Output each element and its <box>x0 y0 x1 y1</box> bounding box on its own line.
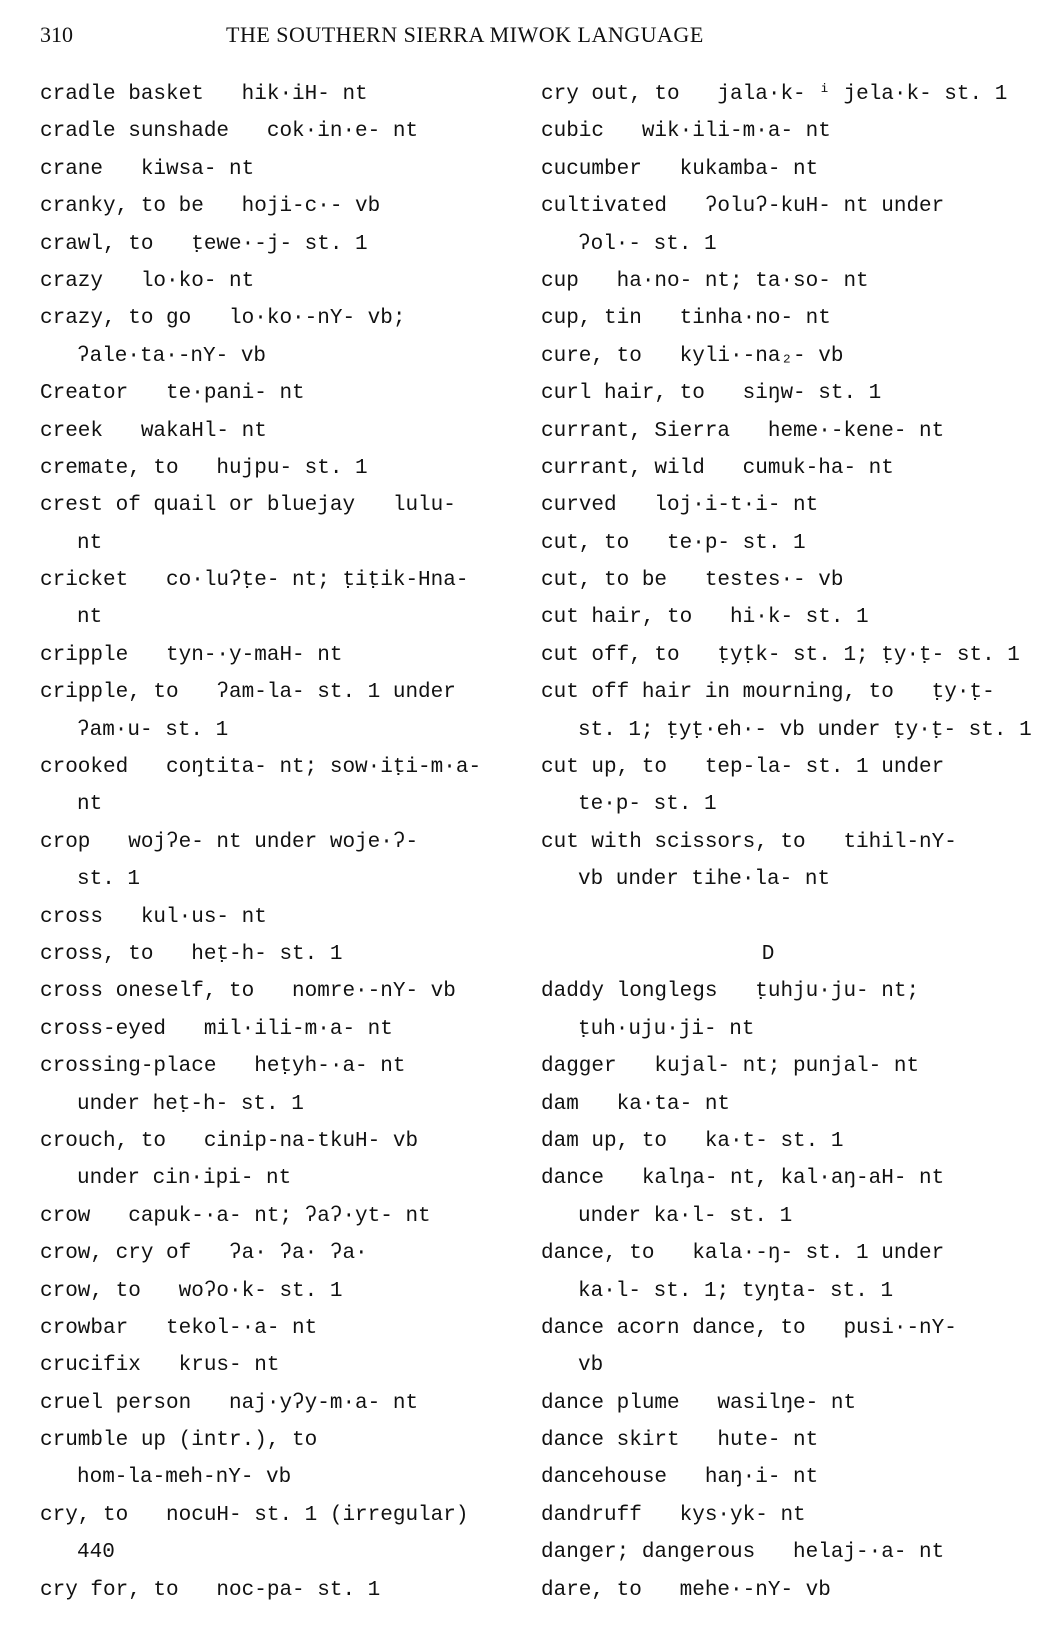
glossary-line: cross, to heṭ-h- st. 1 <box>40 942 343 966</box>
glossary-line: cup, tin tinha·no- nt <box>541 307 831 331</box>
glossary-line: crow capuk-·a- nt; ʔaʔ·yt- nt <box>40 1204 431 1228</box>
glossary-line: cripple, to ʔam-la- st. 1 under <box>40 681 456 705</box>
glossary-line: cranky, to be hoji-c·- vb <box>40 195 381 219</box>
glossary-line: danger; dangerous helaj-·a- nt <box>541 1541 945 1565</box>
glossary-line: dam ka·ta- nt <box>541 1092 731 1116</box>
glossary-line: dagger kujal- nt; punjal- nt <box>541 1055 920 1079</box>
glossary-line: crazy lo·ko- nt <box>40 269 255 293</box>
glossary-line: dancehouse haŋ·i- nt <box>541 1466 819 1490</box>
glossary-line: nt <box>77 606 103 630</box>
glossary-line: cry for, to noc-pa- st. 1 <box>40 1578 381 1602</box>
glossary-line: nt <box>77 531 103 555</box>
glossary-line: cubic wik·ili-m·a- nt <box>541 120 831 144</box>
glossary-line: cry, to nocuH- st. 1 (irregular) <box>40 1503 469 1527</box>
glossary-line: cultivated ʔoluʔ-kuH- nt under <box>541 195 945 219</box>
glossary-line: under cin·ipi- nt <box>77 1167 292 1191</box>
left-column <box>40 76 510 1609</box>
glossary-line: cry out, to jala·k- ⁱ jela·k- st. 1 <box>541 83 1008 106</box>
glossary-line: Creator te·pani- nt <box>40 382 305 406</box>
glossary-line: crossing-place heṭyh-·a- nt <box>40 1055 406 1079</box>
glossary-line: crouch, to cinip-na-tkuH- vb <box>40 1129 419 1153</box>
glossary-line: ʔale·ta·-nY- vb <box>77 344 267 368</box>
glossary-line: crucifix krus- nt <box>40 1354 280 1378</box>
glossary-line: vb under tihe·la- nt <box>578 868 831 892</box>
right-column <box>541 76 1032 1609</box>
glossary-line: ka·l- st. 1; tyŋta- st. 1 <box>578 1279 894 1303</box>
glossary-line: crow, to woʔo·k- st. 1 <box>40 1279 343 1303</box>
glossary-line: under heṭ-h- st. 1 <box>77 1092 304 1116</box>
glossary-line: crest of quail or bluejay lulu- <box>40 494 456 518</box>
glossary-line: ṭuh·uju·ji- nt <box>578 1017 755 1041</box>
glossary-line: dare, to mehe·-nY- vb <box>541 1578 831 1602</box>
section-letter-heading: D <box>761 942 775 966</box>
glossary-line: cremate, to hujpu- st. 1 <box>40 456 368 480</box>
glossary-line: cut off hair in mourning, to ṭy·ṭ- <box>541 681 995 705</box>
glossary-line: dance acorn dance, to pusi·-nY- <box>541 1316 957 1340</box>
glossary-line: cradle sunshade cok·in·e- nt <box>40 120 419 144</box>
glossary-line: cricket co·luʔṭe- nt; ṭiṭik-Hna- <box>40 569 469 593</box>
page-number: 310 <box>40 22 73 47</box>
glossary-line: ʔam·u- st. 1 <box>77 718 229 742</box>
glossary-line: cucumber kukamba- nt <box>541 157 819 181</box>
glossary-line: crane kiwsa- nt <box>40 157 255 181</box>
glossary-line: cut off, to ṭyṭk- st. 1; ṭy·ṭ- st. 1 <box>541 643 1020 667</box>
glossary-line: curved loj·i-t·i- nt <box>541 494 819 518</box>
glossary-line: crop wojʔe- nt under woje·ʔ- <box>40 830 419 854</box>
glossary-line: crow, cry of ʔa· ʔa· ʔa· <box>40 1242 368 1266</box>
blank-line <box>541 899 1021 936</box>
glossary-line: cross kul·us- nt <box>40 905 267 929</box>
glossary-line: cut with scissors, to tihil-nY- <box>541 830 957 854</box>
glossary-line: crowbar tekol-·a- nt <box>40 1316 318 1340</box>
glossary-line: vb <box>578 1354 604 1378</box>
glossary-line: crawl, to ṭewe·-j- st. 1 <box>40 232 368 256</box>
glossary-line: dance kalŋa- nt, kal·aŋ-aH- nt <box>541 1167 945 1191</box>
glossary-line: cross-eyed mil·ili-m·a- nt <box>40 1017 393 1041</box>
glossary-line: cross oneself, to nomre·-nY- vb <box>40 980 456 1004</box>
glossary-line: hom-la-meh-nY- vb <box>77 1466 292 1490</box>
glossary-line: ʔol·- st. 1 <box>578 232 717 256</box>
glossary-line: curl hair, to siŋw- st. 1 <box>541 382 882 406</box>
glossary-line: cut up, to tep-la- st. 1 under <box>541 756 945 780</box>
glossary-line: cripple tyn-·y-maH- nt <box>40 643 343 667</box>
glossary-line: dance skirt hute- nt <box>541 1429 819 1453</box>
glossary-line: crazy, to go lo·ko·-nY- vb; <box>40 307 406 331</box>
glossary-line: under ka·l- st. 1 <box>578 1204 793 1228</box>
glossary-line: cruel person naj·yʔy-m·a- nt <box>40 1391 419 1415</box>
glossary-line: dandruff kys·yk- nt <box>541 1503 806 1527</box>
glossary-line: daddy longlegs ṭuhju·ju- nt; <box>541 980 920 1004</box>
glossary-line: te·p- st. 1 <box>578 793 717 817</box>
glossary-line: cradle basket hik·iH- nt <box>40 83 368 106</box>
glossary-line: currant, wild cumuk-ha- nt <box>541 456 894 480</box>
glossary-line: cut, to be testes·- vb <box>541 569 844 593</box>
glossary-line: nt <box>77 793 103 817</box>
glossary-line: crumble up (intr.), to <box>40 1429 318 1453</box>
glossary-line: dance plume wasilŋe- nt <box>541 1391 857 1415</box>
glossary-line: st. 1 <box>77 868 141 892</box>
glossary-line: currant, Sierra heme·-kene- nt <box>541 419 945 443</box>
glossary-line: crooked coŋtita- nt; sow·iṭi-m·a- <box>40 756 482 780</box>
glossary-line: cup ha·no- nt; ta·so- nt <box>541 269 869 293</box>
glossary-line: creek wakaHl- nt <box>40 419 267 443</box>
glossary-line: cure, to kyli·-na₂- vb <box>541 344 844 368</box>
glossary-line: st. 1; ṭyṭ·eh·- vb under ṭy·ṭ- st. 1 <box>578 718 1032 742</box>
glossary-line: cut, to te·p- st. 1 <box>541 531 806 555</box>
glossary-line: dam up, to ka·t- st. 1 <box>541 1129 844 1153</box>
glossary-line: 440 <box>77 1541 115 1565</box>
glossary-line: dance, to kala·-ŋ- st. 1 under <box>541 1242 945 1266</box>
running-head: THE SOUTHERN SIERRA MIWOK LANGUAGE <box>226 22 704 47</box>
glossary-line: cut hair, to hi·k- st. 1 <box>541 606 869 630</box>
